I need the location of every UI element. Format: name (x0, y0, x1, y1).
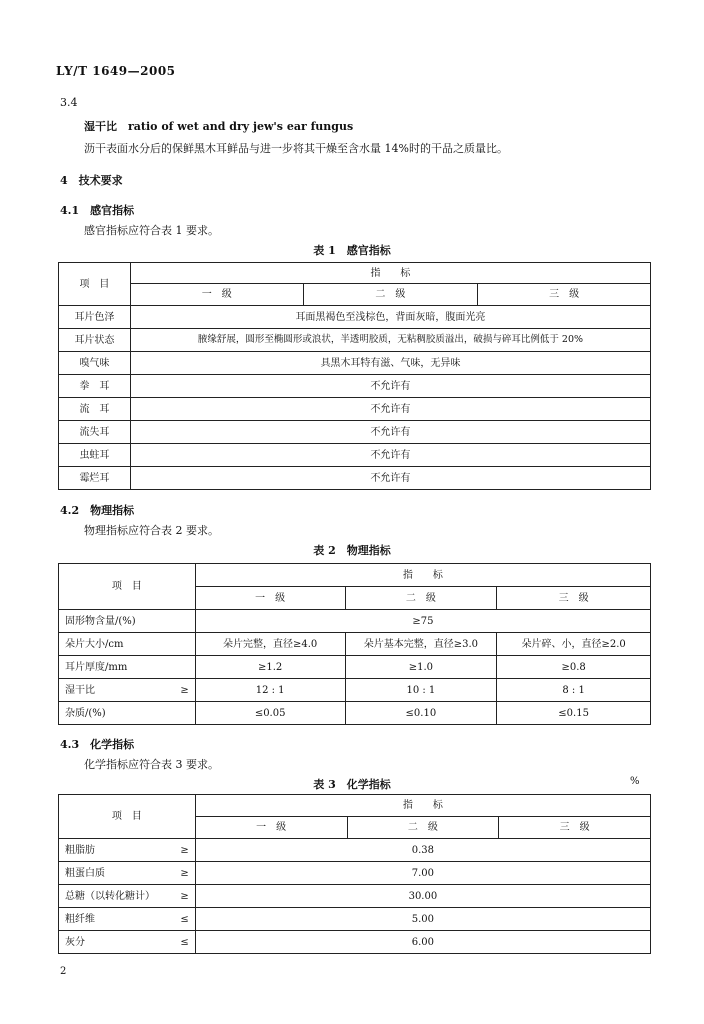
table1-row-item: 耳片色泽 (59, 306, 131, 329)
table1-row-value: 不允许有 (130, 444, 650, 467)
table2-row-item: 湿干比 (65, 684, 95, 696)
table3-row-item: 粗纤维 (65, 913, 95, 925)
table2-row-item-cell (59, 679, 196, 702)
table2-grade-1: 一 级 (195, 587, 345, 610)
table1-row-value: 腋缘舒展，圆形至椭圆形或浪状，半透明胶质，无粘稠胶质溢出，破损与碎耳比例低于 20% (130, 329, 650, 352)
table2-grade-3: 三 级 (497, 587, 651, 610)
table3-index-header: 指 标 (195, 795, 650, 817)
table3-row-value: 6.00 (195, 931, 650, 954)
table2-row-value: ≥75 (195, 610, 650, 633)
section-4-2-text: 物理指标应符合表 2 要求。 (84, 524, 219, 537)
table2-row-value: ≤0.15 (497, 702, 651, 725)
table2-row-value: ≥0.8 (497, 656, 651, 679)
table-row (59, 908, 651, 931)
table-row (59, 702, 651, 725)
table-row (59, 931, 651, 954)
table-row (59, 444, 651, 467)
table3-row-value: 7.00 (195, 862, 650, 885)
table1-row-value: 不允许有 (130, 421, 650, 444)
table-row (59, 421, 651, 444)
table1-row-value: 不允许有 (130, 398, 650, 421)
table3-row-operator: ≤ (180, 936, 189, 948)
table3-row-item-cell (59, 839, 196, 862)
table-row (59, 610, 651, 633)
table3-row-item-cell (59, 908, 196, 931)
table2-grade-2: 二 级 (345, 587, 497, 610)
table3 (58, 794, 651, 954)
table2-row-value: ≥1.2 (195, 656, 345, 679)
table1-grade-3: 三 级 (478, 284, 651, 306)
table2-row-value: 朵片碎、小，直径≥2.0 (497, 633, 651, 656)
table3-row-operator: ≥ (180, 844, 189, 856)
page-number: 2 (60, 966, 67, 977)
table3-row-operator: ≤ (180, 913, 189, 925)
table2-row-item: 固形物含量/(%) (59, 610, 196, 633)
table1-row-item: 流 耳 (59, 398, 131, 421)
table3-row-item: 灰分 (65, 936, 85, 948)
table-row (59, 375, 651, 398)
table2-row-value: 朵片完整，直径≥4.0 (195, 633, 345, 656)
table-row (59, 467, 651, 490)
table2-row-item: 朵片大小/cm (59, 633, 196, 656)
table1-index-header: 指 标 (130, 263, 650, 284)
section-4-3-title: 4.3 化学指标 (60, 738, 135, 751)
table2-row-item: 杂质/(%) (59, 702, 196, 725)
table2-row-value: 12 : 1 (195, 679, 345, 702)
table1-row-item: 耳片状态 (59, 329, 131, 352)
table3-row-item: 总糖（以转化糖计） (65, 890, 155, 902)
table2-row-value: ≤0.10 (345, 702, 497, 725)
table3-caption: 表 3 化学指标 (313, 778, 391, 791)
table3-item-header: 项 目 (59, 795, 196, 839)
section-3-4-term: 湿干比 ratio of wet and dry jew's ear fungus (84, 120, 354, 133)
table1-row-value: 不允许有 (130, 375, 650, 398)
table-row (59, 398, 651, 421)
table3-row-item-cell (59, 931, 196, 954)
table3-row-value: 30.00 (195, 885, 650, 908)
table2-index-header: 指 标 (195, 564, 650, 587)
table1 (58, 262, 651, 490)
table1-row-value: 不允许有 (130, 467, 650, 490)
table3-grade-1: 一 级 (195, 817, 347, 839)
table2-caption: 表 2 物理指标 (313, 544, 391, 557)
table-row (59, 352, 651, 375)
table-row (59, 656, 651, 679)
table-row (59, 633, 651, 656)
table3-row-value: 0.38 (195, 839, 650, 862)
section-4-title: 4 技术要求 (60, 174, 123, 187)
table3-unit: % (630, 776, 640, 787)
table2 (58, 563, 651, 725)
table3-row-item: 粗脂肪 (65, 844, 95, 856)
table-row (59, 329, 651, 352)
table1-row-item: 拳 耳 (59, 375, 131, 398)
table-row (59, 885, 651, 908)
standard-code: LY/T 1649—2005 (56, 64, 176, 78)
section-4-2-title: 4.2 物理指标 (60, 504, 135, 517)
section-4-3-text: 化学指标应符合表 3 要求。 (84, 758, 219, 771)
table2-row-value: ≥1.0 (345, 656, 497, 679)
table2-item-header: 项 目 (59, 564, 196, 610)
section-4-1-title: 4.1 感官指标 (60, 204, 135, 217)
table-row (59, 306, 651, 329)
table3-grade-2: 二 级 (347, 817, 499, 839)
table-row (59, 839, 651, 862)
table1-row-item: 霉烂耳 (59, 467, 131, 490)
table3-row-item: 粗蛋白质 (65, 867, 105, 879)
section-3-4-definition: 沥干表面水分后的保鲜黑木耳鲜品与进一步将其干燥至含水量 14%时的干品之质量比。 (84, 142, 508, 155)
table1-row-item: 虫蛀耳 (59, 444, 131, 467)
table-row (59, 862, 651, 885)
table2-row-value: 10 : 1 (345, 679, 497, 702)
table1-row-value: 具黑木耳特有滋、气味，无异味 (130, 352, 650, 375)
table1-grade-1: 一 级 (130, 284, 303, 306)
section-3-4-number: 3.4 (60, 96, 78, 109)
table3-row-item-cell (59, 862, 196, 885)
table3-row-value: 5.00 (195, 908, 650, 931)
table2-row-item: 耳片厚度/mm (59, 656, 196, 679)
table1-item-header: 项 目 (59, 263, 131, 306)
table3-row-operator: ≥ (180, 867, 189, 879)
table3-row-item-cell (59, 885, 196, 908)
table1-row-value: 耳面黑褐色至浅棕色，背面灰暗，腹面光亮 (130, 306, 650, 329)
table2-row-operator: ≥ (180, 684, 189, 696)
table2-row-value: 朵片基本完整，直径≥3.0 (345, 633, 497, 656)
table1-row-item: 流失耳 (59, 421, 131, 444)
table2-row-value: 8 : 1 (497, 679, 651, 702)
table3-row-operator: ≥ (180, 890, 189, 902)
table-row (59, 679, 651, 702)
table1-grade-2: 二 级 (303, 284, 478, 306)
table2-row-value: ≤0.05 (195, 702, 345, 725)
table1-caption: 表 1 感官指标 (313, 244, 391, 257)
table1-row-item: 嗅气味 (59, 352, 131, 375)
section-4-1-text: 感官指标应符合表 1 要求。 (84, 224, 219, 237)
table3-grade-3: 三 级 (499, 817, 651, 839)
